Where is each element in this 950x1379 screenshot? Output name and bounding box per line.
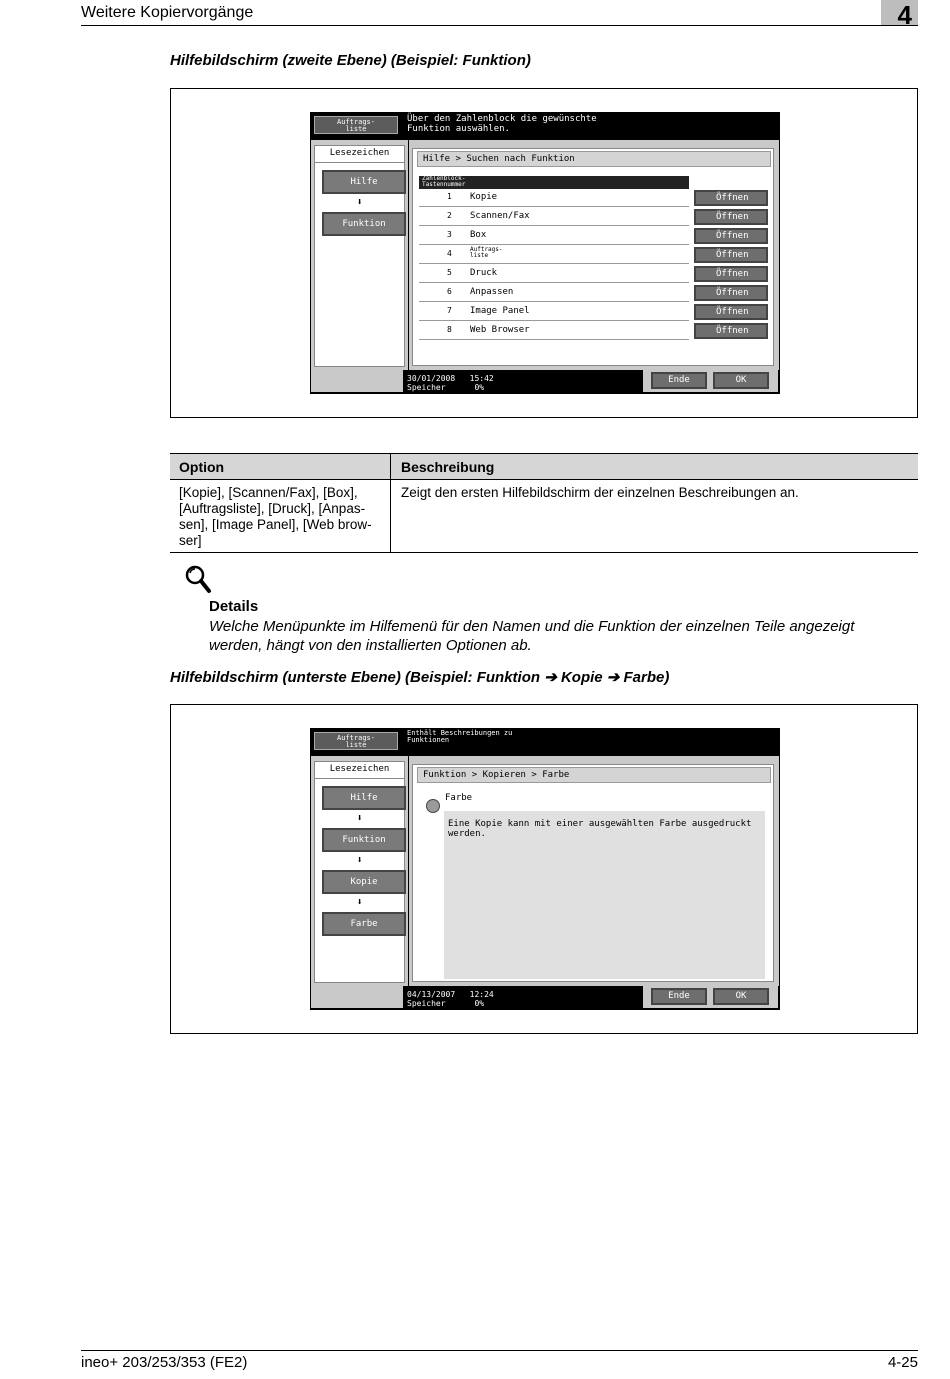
- date: 30/01/2008: [407, 374, 456, 383]
- job-list-button[interactable]: Auftrags- liste: [314, 116, 398, 134]
- magnifier-icon: [184, 564, 212, 596]
- memory-value: 0%: [474, 999, 485, 1008]
- figure-help-lowest-level: [170, 704, 918, 1034]
- row-label: Kopie: [470, 192, 498, 202]
- row-label: Image Panel: [470, 306, 530, 316]
- row-label: Druck: [470, 268, 498, 278]
- item-title: Farbe: [445, 793, 473, 803]
- memory-value: 0%: [474, 383, 485, 392]
- bookmark-tab[interactable]: Lesezeichen: [329, 764, 390, 774]
- column-divider: [390, 453, 391, 552]
- running-header-title: Weitere Kopiervorgänge: [81, 4, 254, 21]
- chapter-tab: [881, 0, 918, 30]
- open-button[interactable]: Öffnen: [694, 209, 768, 225]
- row-label: Scannen/Fax: [470, 211, 530, 221]
- function-nav-button[interactable]: Funktion: [322, 828, 406, 852]
- open-button[interactable]: Öffnen: [694, 228, 768, 244]
- list-item: [419, 284, 689, 302]
- row-number: 7: [447, 306, 452, 315]
- description-area: [444, 811, 765, 979]
- details-heading: Details: [209, 598, 259, 615]
- list-item: [419, 265, 689, 283]
- copy-nav-button[interactable]: Kopie: [322, 870, 406, 894]
- device-screen: [310, 112, 780, 394]
- footer-button-panel: [643, 986, 778, 1008]
- bookmark-panel: [311, 140, 408, 370]
- row-label: Anpassen: [470, 287, 514, 297]
- bookmark-panel: [311, 756, 408, 986]
- help-main-panel: [409, 756, 779, 986]
- description-cell: Zeigt den ersten Hilfebildschirm der einzelnen Beschreibungen an.: [401, 485, 799, 500]
- end-button[interactable]: Ende: [651, 988, 707, 1005]
- memory-label: Speicher: [407, 383, 446, 392]
- row-label: Auftrags- liste: [470, 246, 503, 259]
- breadcrumb: Hilfe > Suchen nach Funktion: [417, 151, 771, 167]
- details-text: Welche Menüpunkte im Hilfemenü für den Namen und die Funktion der einzelnen Teile angezeigt werden, hängt von den installierten Optionen ab.: [209, 618, 855, 654]
- time: 12:24: [469, 990, 494, 999]
- function-nav-button[interactable]: Funktion: [322, 212, 406, 236]
- device-screen: [310, 728, 780, 1010]
- bookmark-tab[interactable]: Lesezeichen: [329, 148, 390, 158]
- screen-message: Über den Zahlenblock die gewünschte Funktion auswählen.: [407, 114, 597, 134]
- section1-title: Hilfebildschirm (zweite Ebene) (Beispiel: Funktion): [170, 52, 531, 69]
- row-label: Box: [470, 230, 487, 240]
- job-list-button[interactable]: Auftrags- liste: [314, 732, 398, 750]
- footer-left-panel: [311, 986, 403, 1008]
- row-number: 5: [447, 268, 452, 277]
- row-label: Web Browser: [470, 325, 530, 335]
- col-option-header: Option: [179, 459, 225, 475]
- end-button[interactable]: Ende: [651, 372, 707, 389]
- screen-message: Enthält Beschreibungen zu Funktionen: [407, 729, 513, 744]
- tab-divider: [315, 778, 404, 779]
- col-description-header: Beschreibung: [401, 459, 495, 475]
- list-item: [419, 189, 689, 207]
- status-info: [407, 374, 494, 392]
- ok-button[interactable]: OK: [713, 988, 769, 1005]
- open-button[interactable]: Öffnen: [694, 285, 768, 301]
- footer-button-panel: [643, 370, 778, 392]
- model-name: ineo+ 203/253/353 (FE2): [81, 1354, 248, 1371]
- down-arrow-icon: ⬇: [356, 813, 363, 824]
- open-button[interactable]: Öffnen: [694, 247, 768, 263]
- description-text: Eine Kopie kann mit einer ausgewählten Farbe ausgedruckt werden.: [448, 819, 752, 839]
- list-item: [419, 208, 689, 226]
- help-main-panel: [409, 140, 779, 370]
- row-number: 4: [447, 249, 452, 258]
- list-item: [419, 227, 689, 245]
- footer-rule: [81, 1350, 918, 1351]
- time: 15:42: [469, 374, 494, 383]
- help-nav-button[interactable]: Hilfe: [322, 170, 406, 194]
- table-bottom-rule: [170, 552, 918, 553]
- down-arrow-icon: ⬇: [356, 897, 363, 908]
- section2-title: Hilfebildschirm (unterste Ebene) (Beispiel: Funktion ➔ Kopie ➔ Farbe): [170, 669, 670, 686]
- down-arrow-icon: ⬇: [356, 855, 363, 866]
- keypad-number-header: Zahlenblock- Tastennummer: [419, 176, 689, 189]
- row-number: 8: [447, 325, 452, 334]
- open-button[interactable]: Öffnen: [694, 323, 768, 339]
- lightbulb-icon: [426, 799, 440, 813]
- header-rule: [81, 25, 918, 26]
- color-nav-button[interactable]: Farbe: [322, 912, 406, 936]
- list-item: [419, 322, 689, 340]
- option-cell: [Kopie], [Scannen/Fax], [Box], [Auftragsliste], [Druck], [Anpas- sen], [Image Panel], [Web brow- ser]: [179, 485, 372, 548]
- status-info: [407, 990, 494, 1008]
- list-item: [419, 303, 689, 321]
- list-item: [419, 246, 689, 264]
- row-number: 6: [447, 287, 452, 296]
- tab-divider: [315, 162, 404, 163]
- table-header: [170, 453, 918, 480]
- ok-button[interactable]: OK: [713, 372, 769, 389]
- open-button[interactable]: Öffnen: [694, 190, 768, 206]
- down-arrow-icon: ⬇: [356, 197, 363, 208]
- row-number: 3: [447, 230, 452, 239]
- open-button[interactable]: Öffnen: [694, 304, 768, 320]
- open-button[interactable]: Öffnen: [694, 266, 768, 282]
- date: 04/13/2007: [407, 990, 456, 999]
- row-number: 2: [447, 211, 452, 220]
- help-nav-button[interactable]: Hilfe: [322, 786, 406, 810]
- memory-label: Speicher: [407, 999, 446, 1008]
- page-number: 4-25: [887, 1354, 918, 1371]
- breadcrumb: Funktion > Kopieren > Farbe: [417, 767, 771, 783]
- footer-left-panel: [311, 370, 403, 392]
- row-number: 1: [447, 192, 452, 201]
- figure-help-second-level: [170, 88, 918, 418]
- chapter-number: 4: [897, 0, 912, 30]
